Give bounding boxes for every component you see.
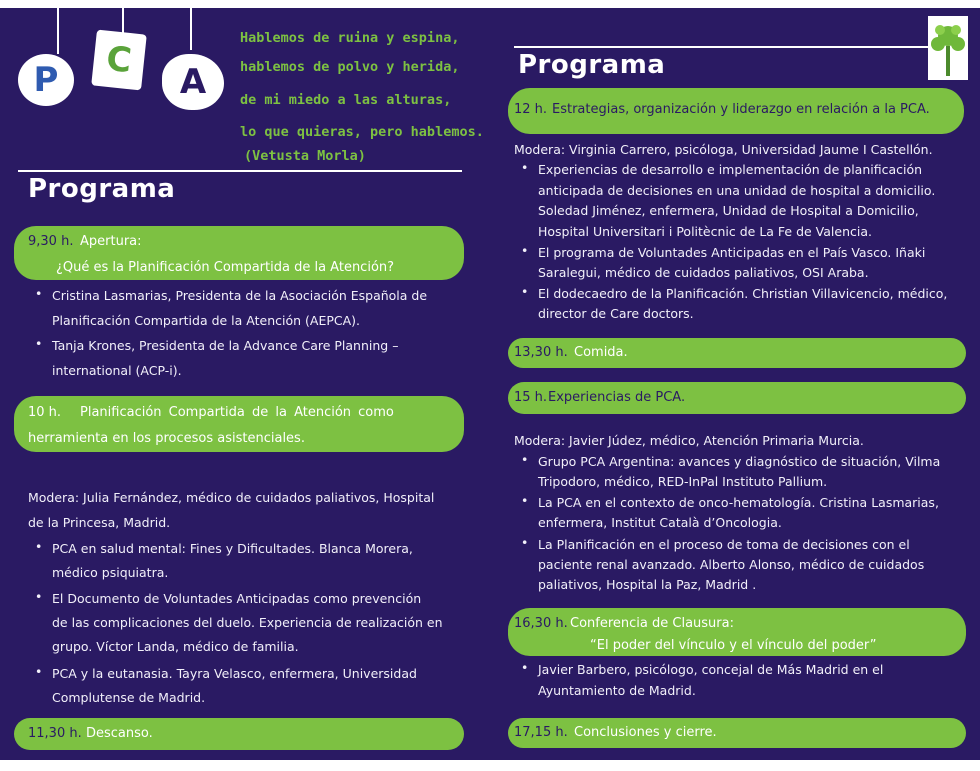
session-time: 11,30 h. xyxy=(28,726,82,741)
session-title: Experiencias de PCA. xyxy=(548,390,686,405)
quote-line: lo que quieras, pero hablemos. xyxy=(240,124,484,140)
bullet: • xyxy=(35,539,43,554)
session-strategies xyxy=(508,88,964,134)
moderator: Modera: Virginia Carrero, psicóloga, Universidad Jaume I Castellón. xyxy=(514,142,933,157)
bullet: • xyxy=(35,589,43,604)
bullet: • xyxy=(35,286,43,301)
bullet: • xyxy=(35,336,43,351)
list-item: El Documento de Voluntades Anticipadas como prevención xyxy=(52,591,422,606)
session-time: 13,30 h. xyxy=(514,345,568,360)
session-title: Comida. xyxy=(574,345,628,360)
logo-letter-a: A xyxy=(162,54,224,110)
session-title: Conclusiones y cierre. xyxy=(574,725,717,740)
list-item: Saralegui, médico de cuidados paliativos, OSI Araba. xyxy=(538,265,869,280)
session-conclusions xyxy=(508,718,966,748)
list-item: Ayuntamiento de Madrid. xyxy=(538,683,696,698)
list-item: paciente renal avanzado. Alberto Alonso, médico de cuidados xyxy=(538,557,925,572)
quote-author: (Vetusta Morla) xyxy=(244,148,366,164)
moderator: Modera: Javier Júdez, médico, Atención Primaria Murcia. xyxy=(514,433,864,448)
session-title: Descanso. xyxy=(86,726,153,741)
session-opening xyxy=(14,226,464,280)
tree-icon xyxy=(928,16,968,80)
divider xyxy=(18,170,462,172)
session-title: herramienta en los procesos asistenciales. xyxy=(28,431,305,446)
logo-string xyxy=(57,8,59,54)
session-subtitle: ¿Qué es la Planificación Compartida de la Atención? xyxy=(56,260,395,275)
list-item: Hospital Universitari i Politècnic de La Fe de Valencia. xyxy=(538,224,872,239)
list-item: de las complicaciones del duelo. Experiencia de realización en xyxy=(52,615,443,630)
bullet: • xyxy=(521,493,529,508)
bullet: • xyxy=(521,160,529,175)
list-item: Tripodoro, médico, RED-InPal Instituto Pallium. xyxy=(538,474,828,489)
list-item: Grupo PCA Argentina: avances y diagnóstico de situación, Vilma xyxy=(538,454,941,469)
list-item: Experiencias de desarrollo e implementación de planificación xyxy=(538,162,923,177)
list-item: Javier Barbero, psicólogo, concejal de Más Madrid en el xyxy=(538,662,884,677)
list-item: La PCA en el contexto de onco-hematología. Cristina Lasmarias, xyxy=(538,495,939,510)
list-item: Tanja Krones, Presidenta de la Advance Care Planning – xyxy=(52,338,399,353)
session-closing-conference xyxy=(508,608,966,656)
session-time: 10 h. xyxy=(28,405,62,420)
brochure-page xyxy=(0,8,980,760)
session-title: Planificación Compartida de la Atención como xyxy=(80,405,394,420)
list-item: médico psiquiatra. xyxy=(52,565,169,580)
left-heading: Programa xyxy=(28,174,176,204)
list-item: Complutense de Madrid. xyxy=(52,690,206,705)
list-item: paliativos, Hospital la Paz, Madrid . xyxy=(538,577,757,592)
list-item: Soledad Jiménez, enfermera, Unidad de Hospital a Domicilio, xyxy=(538,203,919,218)
list-item: director de Care doctors. xyxy=(538,306,694,321)
quote-line: hablemos de polvo y herida, xyxy=(240,59,460,75)
logo-letter-p: P xyxy=(18,54,74,106)
logo-string xyxy=(190,8,192,50)
session-title: Apertura: xyxy=(80,234,142,249)
list-item: El dodecaedro de la Planificación. Christian Villavicencio, médico, xyxy=(538,286,948,301)
list-item: Planificación Compartida de la Atención (AEPCA). xyxy=(52,313,361,328)
bullet: • xyxy=(521,284,529,299)
moderator: Modera: Julia Fernández, médico de cuidados paliativos, Hospital xyxy=(28,490,435,505)
quote-line: Hablemos de ruina y espina, xyxy=(240,30,460,46)
list-item: enfermera, Institut Català d’Oncologia. xyxy=(538,515,782,530)
session-time: 17,15 h. xyxy=(514,725,568,740)
logo-string xyxy=(122,8,124,34)
bullet: • xyxy=(35,664,43,679)
right-heading: Programa xyxy=(518,50,666,80)
list-item: La Planificación en el proceso de toma de decisiones con el xyxy=(538,537,910,552)
session-time: 16,30 h. xyxy=(514,616,568,631)
session-time: 12 h. xyxy=(514,102,548,117)
session-time: 9,30 h. xyxy=(28,234,74,249)
moderator: de la Princesa, Madrid. xyxy=(28,515,171,530)
logo-letter-c: C xyxy=(91,30,147,91)
session-title: Conferencia de Clausura: xyxy=(570,616,734,631)
bullet: • xyxy=(521,660,529,675)
list-item: grupo. Víctor Landa, médico de familia. xyxy=(52,639,299,654)
list-item: anticipada de decisiones en una unidad de hospital a domicilio. xyxy=(538,183,936,198)
session-lunch xyxy=(508,338,966,368)
quote-line: de mi miedo a las alturas, xyxy=(240,92,452,108)
session-title: Estrategias, organización y liderazgo en relación a la PCA. xyxy=(552,102,930,117)
divider xyxy=(514,46,930,48)
list-item: El programa de Voluntades Anticipadas en el País Vasco. Iñaki xyxy=(538,245,926,260)
session-experiences xyxy=(508,382,966,414)
list-item: international (ACP-i). xyxy=(52,363,182,378)
bullet: • xyxy=(521,243,529,258)
session-break xyxy=(14,718,464,750)
session-planning xyxy=(14,396,464,452)
list-item: Cristina Lasmarias, Presidenta de la Asociación Española de xyxy=(52,288,428,303)
list-item: PCA y la eutanasia. Tayra Velasco, enfermera, Universidad xyxy=(52,666,417,681)
session-time: 15 h. xyxy=(514,390,548,405)
session-subtitle: “El poder del vínculo y el vínculo del poder” xyxy=(590,638,877,653)
bullet: • xyxy=(521,452,529,467)
list-item: PCA en salud mental: Fines y Dificultades. Blanca Morera, xyxy=(52,541,413,556)
bullet: • xyxy=(521,535,529,550)
